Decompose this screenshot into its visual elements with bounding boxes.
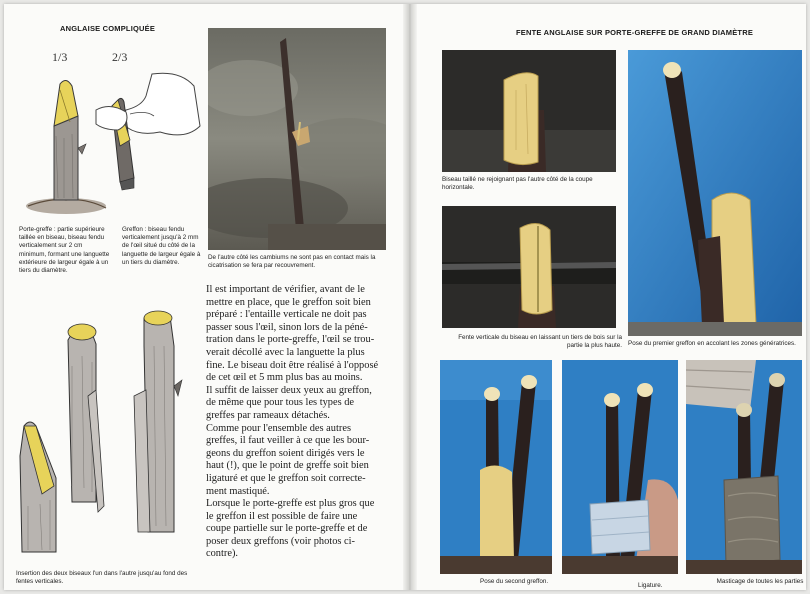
book-gutter [403,4,417,590]
caption-insertion: Insertion des deux biseaux l'un dans l'autre jusqu'au fond des fentes verticales. [16,570,188,586]
book-spread [4,4,806,590]
photo-vertical-split [442,206,616,328]
left-page-title: ANGLAISE COMPLIQUÉE [60,24,156,33]
caption-porte-greffe: Porte-greffe : partie supérieure taillée en biseau, biseau fendu verticalement sur 2 cm minimum, formant une languette extérieure de largeur égale à un tiers du diamètre. [19,226,110,275]
body-line: fine. Le biseau doit être réalisé à l'opposé [206,359,379,371]
right-page-title: FENTE ANGLAISE SUR PORTE-GREFFE DE GRAND DIAMÈTRE [516,28,754,37]
body-line: Il est important de vérifier, avant de le [206,284,365,295]
photo-biseau-cut [442,50,616,172]
body-line: de cet œil et 5 mm plus bas au moins. [206,372,363,384]
caption-photo-2: Fente verticale du biseau en laissant un tiers de bois sur la partie la plus haute. [458,334,622,350]
twig-photo [208,28,386,250]
body-line: passer sous l'œil, sinon lors de la péné- [206,321,368,333]
caption-photo-6: Masticage de toutes les parties [716,578,804,585]
body-line: greffes, il faut veiller à ce que les bour- [206,435,370,447]
photo-ligature [562,360,678,574]
caption-photo-5: Ligature. [638,582,663,589]
right-page [416,4,806,590]
body-line: Comme pour l'ensemble des autres [206,422,351,434]
body-line: coupe partielle sur le porte-greffe et de [206,523,368,535]
left-page-body [206,284,384,561]
body-line: Lorsque le porte-greffe est plus gros que [206,498,375,510]
inserted-graft-drawing [14,416,66,556]
body-line: mettre en place, que le greffon soit bien [206,296,371,308]
caption-photo-4: Pose du second greffon. [480,578,549,585]
body-line: préparé : l'entaille verticale ne doit pas [206,309,367,321]
body-line: Il suffit de laisser deux yeux au greffon, [206,384,372,396]
photo-first-greffon [628,50,802,336]
caption-photo-3: Pose du premier greffon en accolant les zones génératrices. [628,340,796,347]
caption-twig-photo: De l'autre côté les cambiums ne sont pas en contact mais la cicatrisation se fera par recouvrement. [208,254,376,270]
greffon-hand-drawing [90,66,202,198]
body-line: contre). [206,548,239,560]
photo-masticage [686,360,802,574]
body-line: ment mastiqué. [206,485,270,497]
body-line: tration dans le porte-greffe, l'œil se trou- [206,334,375,346]
left-page [4,4,404,590]
caption-photo-1: Biseau taillé ne rejoignant pas l'autre côté de la coupe horizontale. [442,176,593,192]
fraction-two-thirds: 2/3 [112,50,128,64]
caption-greffon: Greffon : biseau fendu verticalement jusqu'à 2 mm de l'œil situé du côté de la languette de largeur égale à un tiers du diamètre. [122,226,201,266]
body-line: haut (!), que le point de greffe soit bien [206,460,369,472]
photo-second-greffon [440,360,552,574]
fraction-one-third: 1/3 [52,50,68,64]
body-line: poser deux greffons (voir photos ci- [206,535,355,547]
body-line: verait décollé avec la languette la plus [206,346,365,358]
body-line: ligaturé et que le greffon soit correcte- [206,472,366,484]
body-line: greffes par rameaux détachés. [206,409,330,421]
graft-pieces-drawing [64,306,194,544]
body-line: geons du greffon soient dirigés vers le [206,447,365,459]
body-line: le greffon il est possible de faire une [206,510,358,522]
body-line: de même que pour tous les types de [206,397,355,409]
